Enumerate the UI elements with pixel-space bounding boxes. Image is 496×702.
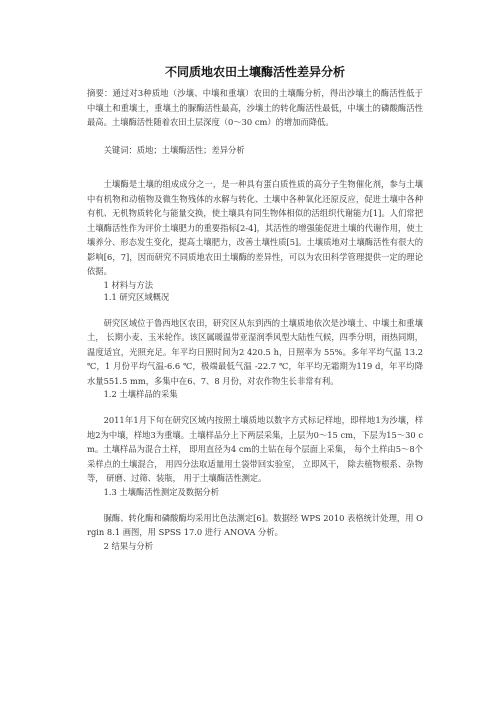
section-heading-2: 2 结果与分析 — [103, 540, 153, 551]
abstract: 摘要：通过对3种质地（沙壤、中壤和重壤）农田的土壤酶分析，得出沙壤土的酶活性低于中壤土和重壤土，重壤土的脲酶活性最高，沙壤土的转化酶活性最低，中壤土的磷酸酶活性最高。土壤酶活性随着农田土层深度（0～30 cm）的增加而降低。 — [87, 88, 423, 127]
subsection-heading-1-1: 1.1 研究区域概况 — [103, 291, 170, 302]
intro-paragraph: 土壤酶是土壤的组成成分之一，是一种具有蛋白质性质的高分子生物催化剂，参与土壤中有机物和动植物及微生物残体的水解与转化、土壤中各种氧化还原反应，促进土壤中各种有机、无机物质转化与能量交换，使土壤具有同生物体相似的活组织代谢能力[1]。人们常把土壤酶活性作为评价土壤肥力的重要指标[2-4]，其活性的增强能促进土壤的代谢作用，使土壤养分、形态发生变化，提高土壤肥力，改善土壤性质[5]。土壤质地对土壤酶活性有很大的影响[6，7]，因而研究不同质地农田土壤酶的差异性，可以为农田科学管理提供一定的理论依据。 — [87, 179, 423, 276]
subsection-heading-1-2: 1.2 土壤样品的采集 — [103, 389, 178, 399]
document-page — [87, 64, 423, 552]
section-heading-1: 1 材料与方法 — [103, 279, 153, 290]
subsection-heading-1-3: 1.3 土壤酶活性测定及数据分析 — [103, 486, 219, 497]
paper-title: 不同质地农田土壤酶活性差异分析 — [164, 65, 345, 79]
keywords: 关键词：质地；土壤酶活性；差异分析 — [103, 144, 245, 155]
sampling-paragraph: 2011年1月下旬在研究区域内按照土壤质地以数字方式标记样地，即样地1为沙壤，样地2为中壤，样地3为重壤。土壤样品分上下两层采集，上层为0～15 cm，下层为15～30 cm。土壤样品为混合土样， 即用直径为4 cm的土钻在每个层面上采集， 每个土样由5～8个采样点的土壤混合， 用四分法取适量用土袋带回实验室， 立即风干， 除去植物根系、杂物等， 研磨、过筛、装瓶， 用于土壤酶活性测定。 — [87, 415, 423, 483]
study-area-paragraph: 研究区域位于鲁西地区农田，研究区从东到西的土壤质地依次是沙壤土、中壤土和重壤土， 长期小麦、玉米轮作。该区属暖温带亚湿润季风型大陆性气候，四季分明，雨热同期，温度适宜，光照充足。年平均日照时间为2 420.5 h，日照率为 55%。多年平均气温 13.2 ℃，1 月份平均气温-6.6 ℃，极端最低气温 -22.7 ℃，年平均无霜期为119 d，年平均降水量551.5 mm，多集中在6、7、8 月份，对农作物生长非常有利。 — [87, 317, 423, 386]
methods-paragraph: 脲酶、转化酶和磷酸酶均采用比色法测定[6]。数据经 WPS 2010 表格统计处理，用 Orgin 8.1 画图，用 SPSS 17.0 进行 ANOVA 分析。 — [87, 512, 423, 537]
